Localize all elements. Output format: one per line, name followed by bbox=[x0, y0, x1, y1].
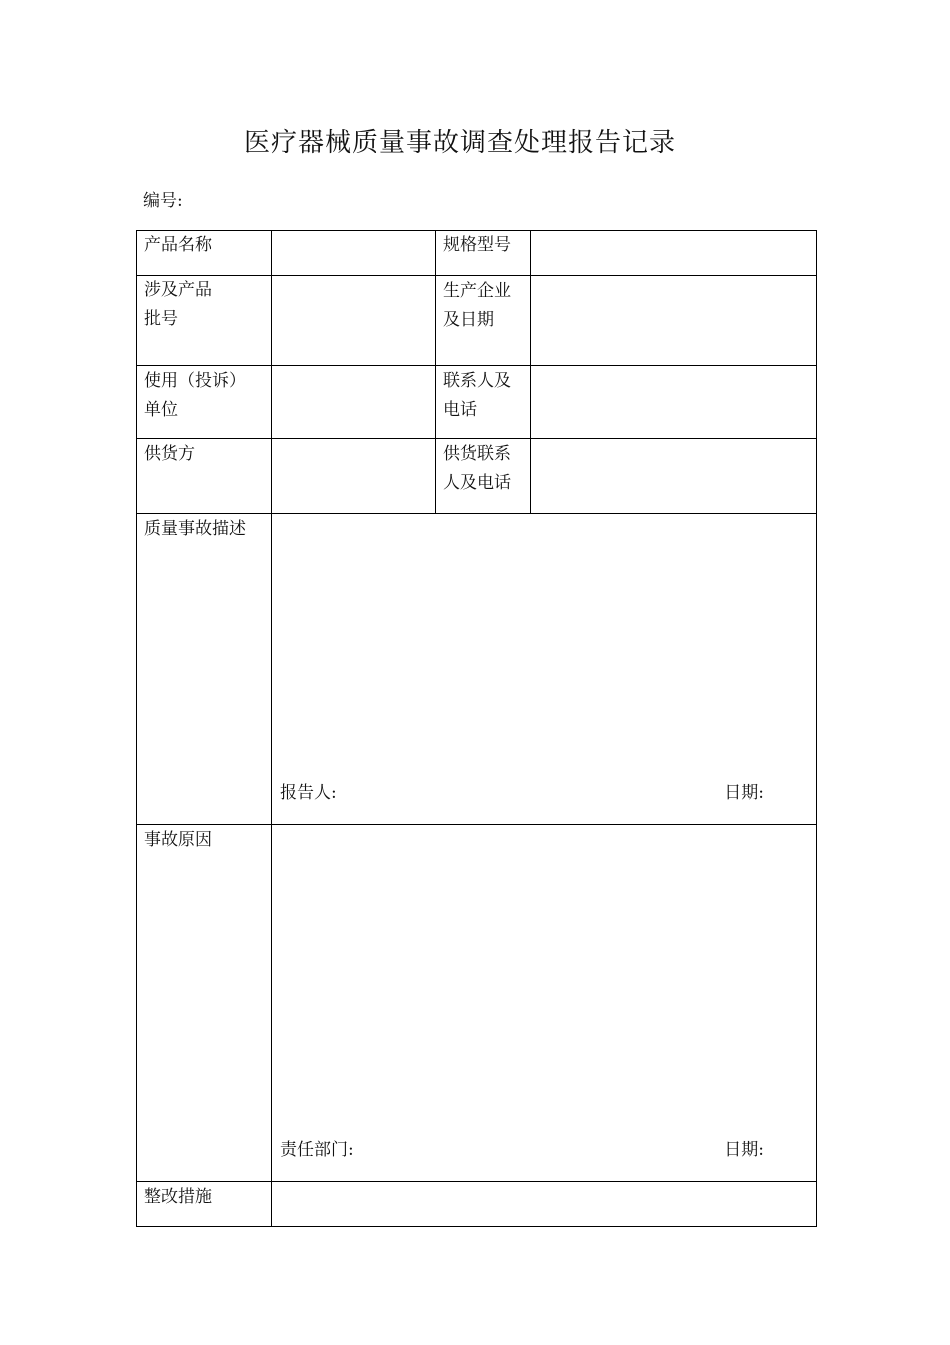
field-supplier[interactable] bbox=[272, 439, 436, 514]
label-batch bbox=[137, 276, 272, 366]
field-batch[interactable] bbox=[272, 276, 436, 366]
field-spec-model[interactable] bbox=[531, 231, 817, 276]
label-user-unit bbox=[137, 366, 272, 439]
label-spec-model: 规格型号 bbox=[436, 231, 531, 276]
row-user bbox=[137, 366, 817, 439]
label-user-line2: 单位 bbox=[144, 400, 178, 420]
row-corrective-measures bbox=[137, 1182, 817, 1227]
report-form-table bbox=[136, 230, 817, 1227]
row-product-name bbox=[137, 231, 817, 276]
label-product-name: 产品名称 bbox=[137, 231, 272, 276]
field-corrective-measures[interactable] bbox=[272, 1182, 817, 1227]
field-product-name[interactable] bbox=[272, 231, 436, 276]
field-contact[interactable] bbox=[531, 366, 817, 439]
label-supplier-contact bbox=[436, 439, 531, 514]
label-accident-desc: 质量事故描述 bbox=[137, 514, 272, 825]
label-supplier: 供货方 bbox=[137, 439, 272, 514]
row-accident-desc bbox=[137, 514, 817, 825]
field-supplier-contact[interactable] bbox=[531, 439, 817, 514]
document-title: 医疗器械质量事故调查处理报告记录 bbox=[243, 128, 676, 158]
row-batch bbox=[137, 276, 817, 366]
label-corrective-measures: 整改措施 bbox=[137, 1182, 272, 1227]
label-accident-cause: 事故原因 bbox=[137, 825, 272, 1182]
accident-cause-footer bbox=[280, 1136, 764, 1165]
label-manufacturer-line1: 生产企业 bbox=[443, 281, 511, 301]
label-supplier-contact-line2: 人及电话 bbox=[443, 473, 511, 493]
label-batch-line2: 批号 bbox=[144, 309, 178, 329]
document-number-label: 编号: bbox=[143, 191, 183, 211]
field-accident-desc[interactable] bbox=[272, 514, 817, 825]
label-batch-line1: 涉及产品 bbox=[144, 280, 212, 300]
field-user-unit[interactable] bbox=[272, 366, 436, 439]
label-contact bbox=[436, 366, 531, 439]
label-manufacturer-line2: 及日期 bbox=[443, 310, 494, 330]
responsible-dept-label: 责任部门: bbox=[280, 1140, 354, 1160]
accident-desc-footer bbox=[280, 779, 764, 808]
date-label-1: 日期: bbox=[724, 783, 764, 803]
label-contact-line1: 联系人及 bbox=[443, 371, 511, 391]
date-label-2: 日期: bbox=[724, 1140, 764, 1160]
field-accident-cause[interactable] bbox=[272, 825, 817, 1182]
row-accident-cause bbox=[137, 825, 817, 1182]
row-supplier bbox=[137, 439, 817, 514]
field-manufacturer[interactable] bbox=[531, 276, 817, 366]
label-manufacturer bbox=[436, 276, 531, 366]
label-user-line1: 使用（投诉） bbox=[144, 371, 246, 391]
reporter-label: 报告人: bbox=[280, 783, 337, 803]
label-contact-line2: 电话 bbox=[443, 400, 477, 420]
label-supplier-contact-line1: 供货联系 bbox=[443, 444, 511, 464]
